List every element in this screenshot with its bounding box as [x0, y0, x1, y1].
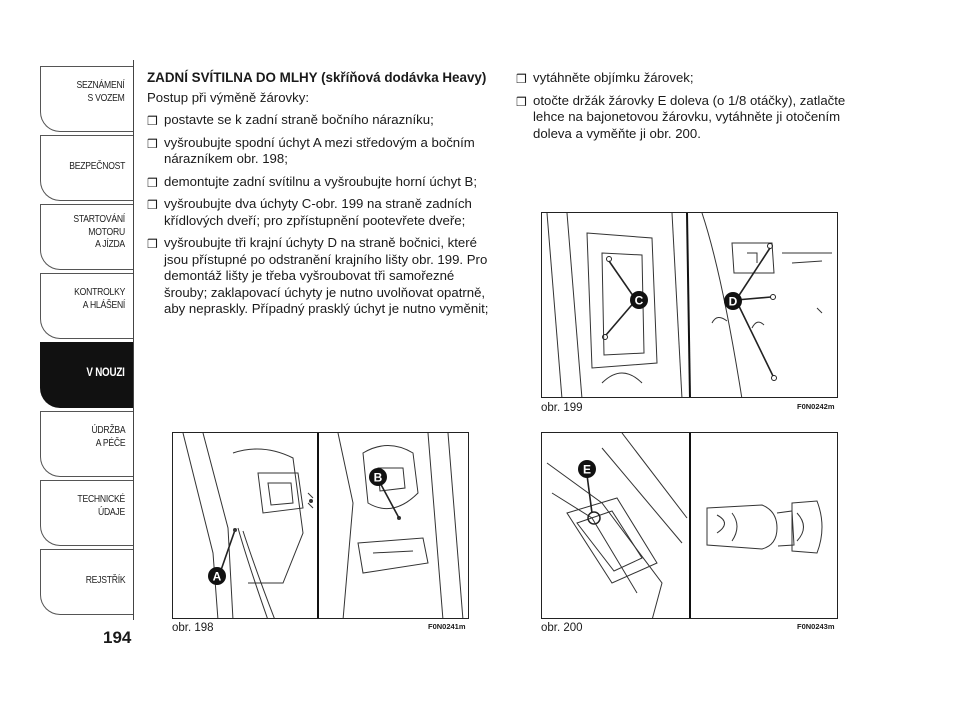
list-item	[147, 174, 499, 191]
figure-200-illustration	[541, 432, 838, 619]
tab-label: STARTOVÁNÍ MOTORU A JÍZDA	[73, 213, 125, 250]
tab-label: SEZNÁMENÍ S VOZEM	[76, 79, 125, 104]
list-item	[516, 93, 862, 143]
checkbox-icon: ❒	[147, 114, 158, 128]
list-item	[516, 70, 862, 87]
figure-198-code: F0N0241m	[428, 622, 466, 631]
figure-199-caption: obr. 199	[541, 402, 583, 414]
tab-label: V NOUZI	[86, 365, 125, 379]
figure-200-caption: obr. 200	[541, 622, 583, 634]
figure-198-caption: obr. 198	[172, 622, 214, 634]
item-text: vyšroubujte spodní úchyt A mezi středovým a bočním nárazníkem obr. 198;	[164, 134, 475, 166]
checkbox-icon: ❒	[147, 175, 158, 190]
tab-technicke[interactable]	[40, 480, 133, 546]
figure-200-code: F0N0243m	[797, 622, 835, 631]
figure-198-drawing	[173, 433, 469, 619]
list-item	[147, 112, 499, 129]
checkbox-icon: ❒	[147, 237, 158, 251]
list-item	[147, 235, 499, 318]
tab-label: ÚDRŽBA A PÉČE	[91, 424, 125, 449]
callout-b-label: B	[373, 470, 383, 485]
tab-seznameni[interactable]	[40, 66, 133, 132]
sidebar-divider	[133, 60, 134, 620]
item-text: otočte držák žárovky E doleva (o 1/8 otáčky), zatlačte lehce na bajonetovou žárovku, vytáhněte ji otočením doleva a vyměňte ji obr. 200.	[533, 92, 846, 141]
callout-a-label: A	[212, 569, 222, 584]
figure-198-illustration	[172, 432, 469, 619]
figure-199-code: F0N0242m	[797, 402, 835, 411]
tab-rejstrik[interactable]	[40, 549, 133, 615]
callout-e-label: E	[582, 462, 592, 477]
figure-199-drawing	[542, 213, 838, 398]
text-column-right	[516, 70, 862, 148]
tab-kontrolky[interactable]	[40, 273, 133, 339]
tab-label: TECHNICKÉ ÚDAJE	[77, 493, 125, 518]
tab-startovani[interactable]	[40, 204, 133, 270]
checkbox-icon: ❒	[516, 94, 527, 109]
tab-bezpecnost[interactable]	[40, 135, 133, 201]
callout-d-label: D	[728, 294, 738, 309]
item-text: vyšroubujte dva úchyty C-obr. 199 na straně zadních křídlových dveří; pro zpřístupnění pootevřete dveře;	[164, 196, 472, 228]
checkbox-icon: ❒	[147, 136, 158, 151]
intro-text: Postup při výměně žárovky:	[147, 89, 309, 105]
section-heading: ZADNÍ SVÍTILNA DO MLHY (skříňová dodávka Heavy)	[147, 70, 487, 85]
item-text: vytáhněte objímku žárovek;	[533, 70, 694, 85]
checkbox-icon: ❒	[516, 72, 527, 86]
list-item	[147, 196, 499, 229]
text-column-left	[147, 70, 499, 324]
tab-label: BEZPEČNOST	[69, 160, 125, 172]
figure-199-illustration	[541, 212, 838, 398]
item-text: postavte se k zadní straně bočního nárazníku;	[164, 112, 434, 127]
tab-udrzba[interactable]	[40, 411, 133, 477]
page-number: 194	[103, 628, 132, 647]
callout-c-label: C	[634, 293, 644, 308]
figure-200-drawing	[542, 433, 838, 619]
checkbox-icon: ❒	[147, 198, 158, 212]
item-text: demontujte zadní svítilnu a vyšroubujte horní úchyt B;	[164, 173, 478, 189]
tab-label: REJSTŘÍK	[85, 574, 125, 586]
tab-v-nouzi[interactable]	[40, 342, 133, 408]
item-text: vyšroubujte tři krajní úchyty D na straně bočnici, které jsou přístupné po odstranění krajního lišty obr. 199. Pro demontáž lišty je třeba vyšroubovat tři samořezné šrouby; zaklapovací úchyty je nutno uvolňovat opatrně, aby nepraskly. Případný prasklý úchyt je nutno vyměnit;	[164, 235, 489, 316]
list-item	[147, 135, 499, 168]
tab-label: KONTROLKY A HLÁŠENÍ	[74, 286, 125, 311]
